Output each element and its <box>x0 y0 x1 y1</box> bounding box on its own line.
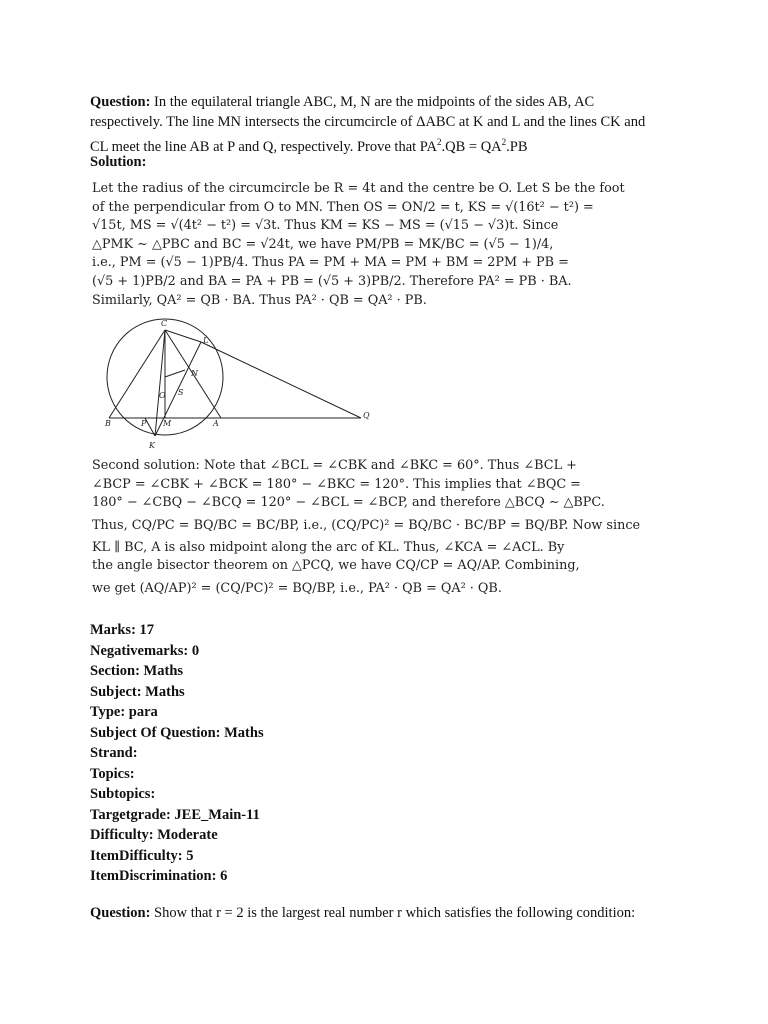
question-line-2: respectively. The line MN intersects the circumcircle of ΔABC at K and L and the lines CK and <box>90 114 646 130</box>
second-solution-line: KL ∥ BC, A is also midpoint along the arc of KL. Thus, ∠KCA = ∠ACL. By <box>92 539 565 555</box>
solution-line: Let the radius of the circumcircle be R = 4t and the centre be O. Let S be the foot <box>92 181 625 196</box>
meta-negativemarks: Negativemarks: 0 <box>90 642 200 659</box>
meta-item-discrimination: ItemDiscrimination: 6 <box>90 868 228 884</box>
label-o: O <box>159 391 166 400</box>
meta-subtopics: Subtopics: <box>90 786 156 802</box>
solution-line: √15t, MS = √(4t² − t²) = √3t. Thus KM = KS − MS = (√15 − √3)t. Since <box>92 218 559 234</box>
question-line-3c: .PB <box>506 138 528 155</box>
meta-subject: Subject: Maths <box>90 683 185 700</box>
meta-type: Type: para <box>90 704 158 720</box>
label-m: M <box>163 419 172 428</box>
label-s: S <box>178 388 184 397</box>
question-line-1: In the equilateral triangle ABC, M, N are the midpoints of the sides AB, AC <box>150 94 595 110</box>
question-line-3a: CL meet the line AB at P and Q, respectively. Prove that PA <box>90 138 438 155</box>
question-1 <box>90 92 690 157</box>
label-q: Q <box>363 411 370 420</box>
solution-line: Similarly, QA² = QB · BA. Thus PA² · QB = QA² · PB. <box>92 292 427 308</box>
line-lq <box>201 342 361 418</box>
meta-strand: Strand: <box>90 745 138 761</box>
segment-os <box>165 370 185 377</box>
question-label: Question: <box>90 94 151 110</box>
question-line-3b: .QB = QA <box>441 138 502 155</box>
question-2-text: Show that r = 2 is the largest real number r which satisfies the following condition: <box>150 905 636 921</box>
label-a: A <box>213 419 219 428</box>
solution-paragraph <box>92 180 652 310</box>
second-solution-line: 180° − ∠CBQ − ∠BCQ = 120° − ∠BCL = ∠BCP, and therefore △BCQ ∼ △BPC. <box>92 495 605 511</box>
second-solution-line: ∠BCP = ∠CBK + ∠BCK = 180° − ∠BKC = 120°. This implies that ∠BQC = <box>92 476 581 492</box>
label-l: L <box>203 336 209 345</box>
label-n: N <box>191 369 198 378</box>
line-cl <box>165 330 201 342</box>
question-sup-1: 2 <box>437 137 442 147</box>
solution-line: (√5 + 1)PB/2 and BA = PA + PB = (√5 + 3)PB/2. Therefore PA² = PB · BA. <box>92 273 572 289</box>
second-solution-line: Second solution: Note that ∠BCL = ∠CBK and ∠BKC = 60°. Thus ∠BCL + <box>92 458 577 473</box>
question-2 <box>90 905 635 922</box>
label-p: P <box>141 419 147 428</box>
geometry-figure <box>95 318 385 458</box>
second-solution-line: we get (AQ/AP)² = (CQ/PC)² = BQ/BP, i.e., PA² · QB = QA² · QB. <box>92 580 502 596</box>
second-solution <box>92 457 652 602</box>
meta-section: Section: Maths <box>90 663 184 679</box>
meta-topics: Topics: <box>90 765 135 782</box>
second-solution-line: the angle bisector theorem on △PCQ, we have CQ/CP = AQ/AP. Combining, <box>92 558 580 574</box>
second-solution-line: Thus, CQ/PC = BQ/BC = BC/BP, i.e., (CQ/PC)² = BQ/BC · BC/BP = BQ/BP. Now since <box>92 517 641 533</box>
meta-targetgrade: Targetgrade: JEE_Main-11 <box>90 806 260 823</box>
solution-line: △PMK ∼ △PBC and BC = √24t, we have PM/PB = MK/BC = (√5 − 1)/4, <box>92 236 554 252</box>
meta-subject-of-question: Subject Of Question: Maths <box>90 724 264 741</box>
solution-line: of the perpendicular from O to MN. Then OS = ON/2 = t, KS = √(16t² − t²) = <box>92 199 594 215</box>
solution-line: i.e., PM = (√5 − 1)PB/4. Thus PA = PM + MA = PM + BM = 2PM + PB = <box>92 255 569 271</box>
question-metadata <box>90 620 264 887</box>
meta-marks: Marks: 17 <box>90 622 155 638</box>
label-b: B <box>105 419 111 428</box>
label-k: K <box>149 441 155 450</box>
meta-difficulty: Difficulty: Moderate <box>90 827 218 843</box>
solution-label: Solution: <box>90 154 147 170</box>
label-c: C <box>161 319 168 328</box>
meta-item-difficulty: ItemDifficulty: 5 <box>90 847 194 864</box>
question-sup-2: 2 <box>501 137 507 147</box>
question-2-label: Question: <box>90 905 151 921</box>
